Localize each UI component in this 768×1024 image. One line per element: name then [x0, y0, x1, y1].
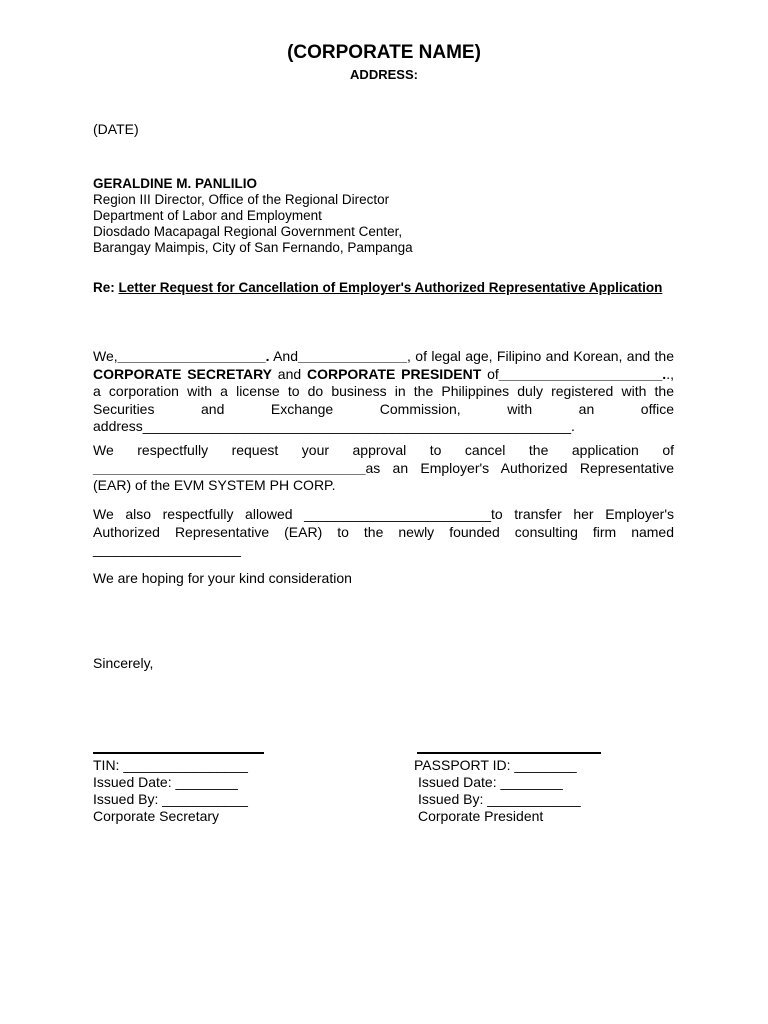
p1-text: We,	[93, 348, 118, 364]
body-paragraph-1	[93, 348, 674, 436]
corporate-name-heading: (CORPORATE NAME)	[287, 42, 481, 63]
p1-text: And	[269, 348, 298, 364]
signature-line	[93, 752, 264, 754]
p1-role-president: CORPORATE PRESIDENT	[306, 365, 482, 382]
signature-line	[417, 752, 601, 754]
p1-text: of	[481, 365, 499, 382]
p1-text: and	[272, 365, 307, 382]
passport-id-field: PASSPORT ID: ________	[414, 757, 577, 773]
recipient-name: GERALDINE M. PANLILIO	[93, 176, 257, 191]
signatory-title: Corporate Secretary	[93, 808, 220, 824]
p1-role-secretary: CORPORATE SECRETARY	[93, 365, 272, 382]
re-prefix: Re:	[93, 280, 119, 295]
recipient-line: Diosdado Macapagal Regional Government Center,	[93, 224, 403, 239]
recipient-line: Department of Labor and Employment	[93, 208, 322, 223]
issued-by-field: Issued By: ___________	[93, 791, 248, 807]
date-placeholder: (DATE)	[93, 121, 139, 137]
p1-text: , of legal age, Filipino and Korean, and the	[407, 348, 675, 364]
issued-date-field: Issued Date: ________	[93, 774, 238, 790]
p1-blank-name-1: ___________________.	[117, 348, 270, 364]
signature-block-secretary	[93, 738, 264, 825]
recipient-block	[93, 176, 413, 256]
recipient-line: Barangay Maimpis, City of San Fernando, Pampanga	[93, 240, 413, 255]
tin-field: TIN: ________________	[93, 757, 248, 773]
recipient-line: Region III Director, Office of the Regional Director	[93, 192, 390, 207]
address-label: ADDRESS:	[350, 67, 418, 82]
p1-blank-name-2: ______________	[298, 348, 408, 364]
signatory-title: Corporate President	[418, 808, 544, 824]
closing-salutation: Sincerely,	[93, 655, 154, 671]
p2-text: as an Employer's Authorized Representative (EAR) of the EVM SYSTEM PH CORP.	[93, 459, 674, 493]
p2-blank-applicant: ___________________________________	[93, 459, 366, 476]
re-subject: Letter Request for Cancellation of Employer's Authorized Representative Application	[118, 280, 663, 295]
issued-by-field: Issued By: ____________	[418, 791, 581, 807]
issued-date-field: Issued Date: ________	[418, 774, 563, 790]
body-paragraph-3: We also respectfully allowed ________________________to transfer her Employer's Authorized Representative (EAR) to the newly founded consulting firm named ___________________	[93, 506, 674, 557]
signature-block-president	[414, 738, 601, 825]
p1-text: ., a corporation with a license to do business in the Philippines duly registered with the Securities and Exchange Commission, with an office address_______________________________________________________.	[93, 365, 674, 434]
p2-text: We respectfully request your approval to cancel the application of	[93, 442, 674, 458]
body-paragraph-4: We are hoping for your kind consideration	[93, 570, 352, 586]
re-subject-line	[93, 279, 675, 296]
body-paragraph-2	[93, 442, 674, 495]
p1-blank-company: _____________________.	[498, 365, 667, 382]
